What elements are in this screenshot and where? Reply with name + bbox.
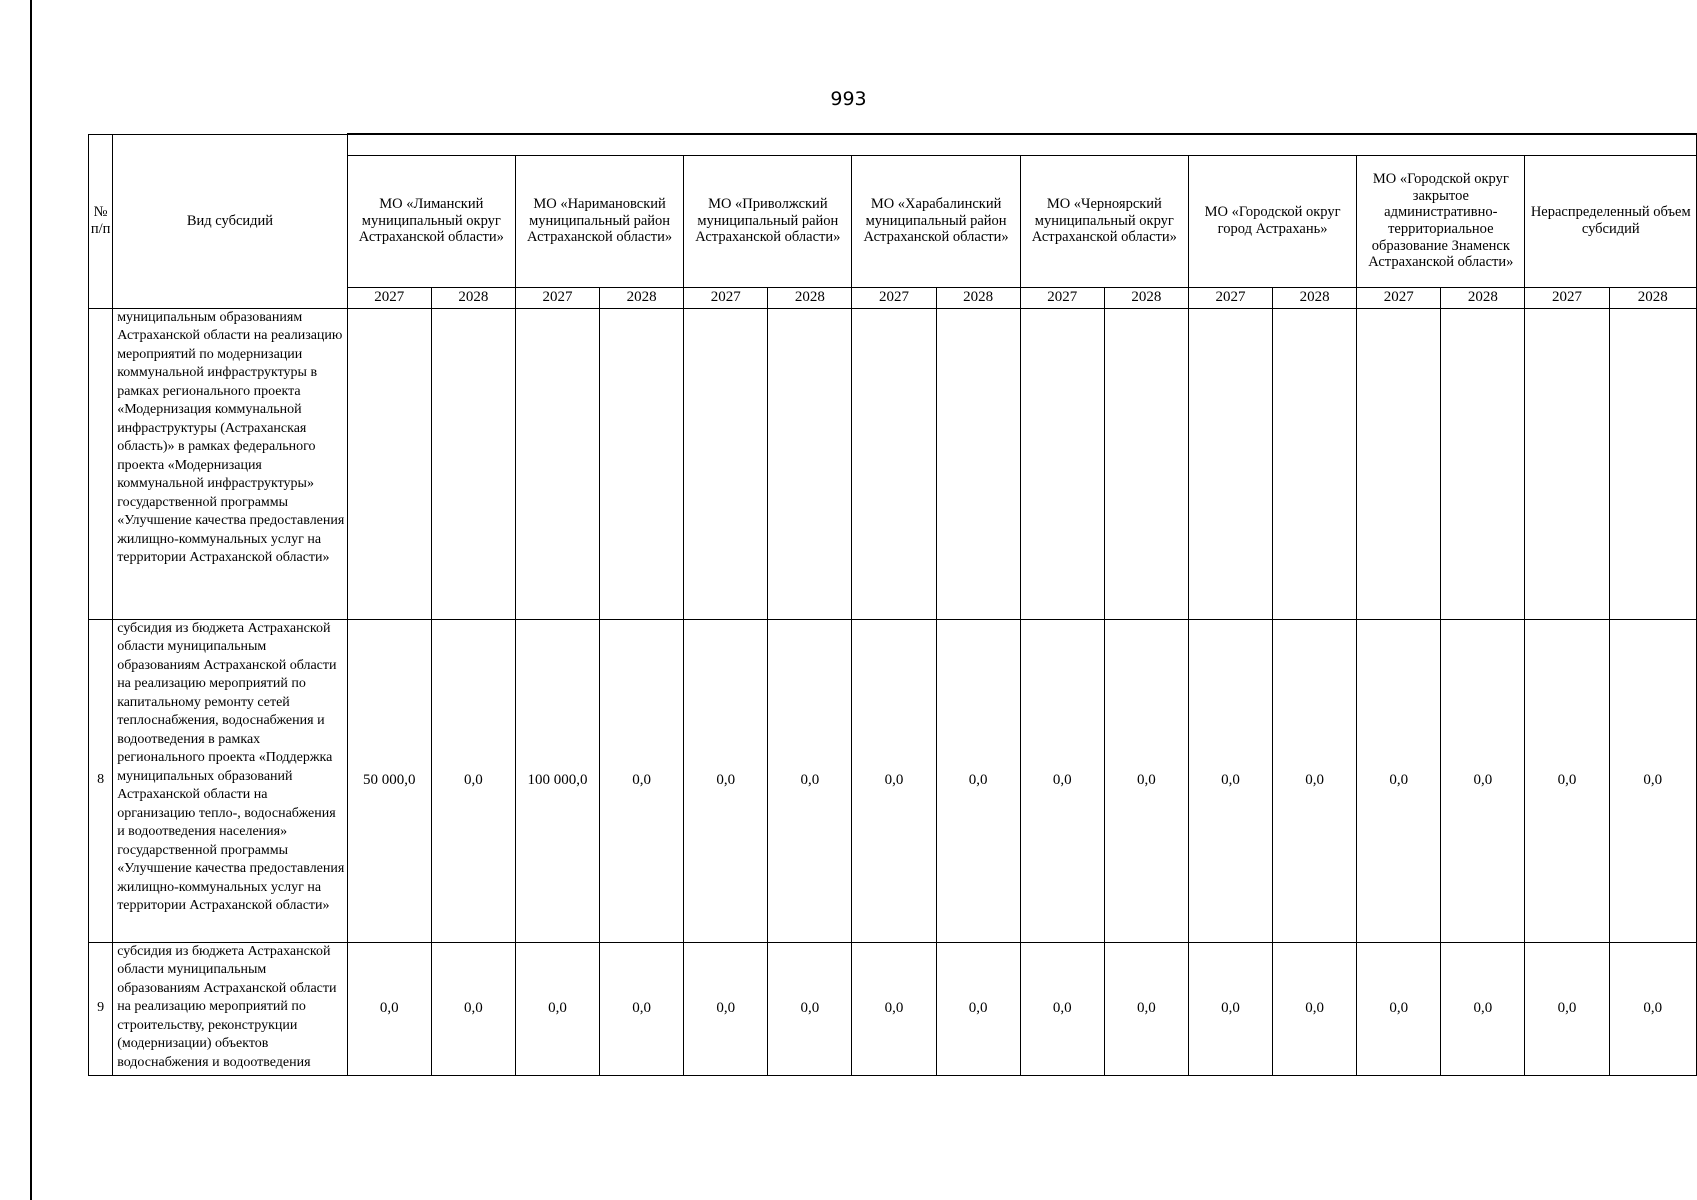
year-header: 2027 bbox=[1357, 287, 1441, 308]
table-row bbox=[89, 619, 1697, 942]
year-header: 2028 bbox=[600, 287, 684, 308]
year-header: 2028 bbox=[1441, 287, 1525, 308]
value-cell: 0,0 bbox=[1188, 942, 1272, 1075]
value-cell: 0,0 bbox=[1525, 619, 1609, 942]
municipality-header: МО «Черноярский муниципальный округ Астраханской области» bbox=[1020, 155, 1188, 287]
municipality-header: МО «Наримановский муниципальный район Астраханской области» bbox=[515, 155, 683, 287]
value-cell bbox=[1525, 308, 1609, 619]
value-cell: 0,0 bbox=[1609, 619, 1696, 942]
value-cell: 0,0 bbox=[852, 942, 936, 1075]
value-cell: 0,0 bbox=[1104, 942, 1188, 1075]
value-cell: 0,0 bbox=[1273, 942, 1357, 1075]
column-header-subsidy-type: Вид субсидий bbox=[113, 134, 348, 308]
year-header: 2028 bbox=[1104, 287, 1188, 308]
value-cell: 0,0 bbox=[1188, 619, 1272, 942]
value-cell: 0,0 bbox=[347, 942, 431, 1075]
value-cell: 0,0 bbox=[768, 619, 852, 942]
value-cell: 0,0 bbox=[1020, 942, 1104, 1075]
value-cell: 0,0 bbox=[684, 619, 768, 942]
value-cell bbox=[684, 308, 768, 619]
year-header: 2027 bbox=[1525, 287, 1609, 308]
subsidy-description: субсидия из бюджета Астраханской области муниципальным образованиям Астраханской области на реализацию мероприятий по строительству, реконструкции (модернизации) объектов водоснабжения и водоотведения bbox=[113, 942, 348, 1075]
value-cell: 0,0 bbox=[1104, 619, 1188, 942]
subsidy-description: муниципальным образованиям Астраханской области на реализацию мероприятий по модернизации коммунальной инфраструктуры в рамках регионального проекта «Модернизация коммунальной инфраструктуры (Астраханская область)» в рамках федерального проекта «Модернизация коммунальной инфраструктуры» государственной программы «Улучшение качества предоставления жилищно-коммунальных услуг на территории Астраханской области» bbox=[113, 308, 348, 619]
value-cell: 0,0 bbox=[515, 942, 599, 1075]
value-cell: 100 000,0 bbox=[515, 619, 599, 942]
year-header: 2028 bbox=[936, 287, 1020, 308]
row-number: 8 bbox=[89, 619, 113, 942]
value-cell bbox=[1020, 308, 1104, 619]
value-cell: 0,0 bbox=[1020, 619, 1104, 942]
value-cell: 0,0 bbox=[684, 942, 768, 1075]
table-row bbox=[89, 308, 1697, 619]
year-header: 2027 bbox=[852, 287, 936, 308]
column-header-number: № п/п bbox=[89, 134, 113, 308]
value-cell: 0,0 bbox=[1273, 619, 1357, 942]
value-cell bbox=[852, 308, 936, 619]
value-cell: 50 000,0 bbox=[347, 619, 431, 942]
value-cell bbox=[1357, 308, 1441, 619]
value-cell bbox=[1609, 308, 1696, 619]
subsidy-table bbox=[88, 133, 1697, 1076]
value-cell: 0,0 bbox=[1609, 942, 1696, 1075]
value-cell: 0,0 bbox=[431, 942, 515, 1075]
left-margin-rule bbox=[30, 0, 32, 1200]
value-cell bbox=[600, 308, 684, 619]
value-cell bbox=[768, 308, 852, 619]
municipality-header: МО «Приволжский муниципальный район Астраханской области» bbox=[684, 155, 852, 287]
value-cell bbox=[515, 308, 599, 619]
year-header: 2027 bbox=[1188, 287, 1272, 308]
value-cell: 0,0 bbox=[1357, 942, 1441, 1075]
value-cell: 0,0 bbox=[936, 619, 1020, 942]
row-number bbox=[89, 308, 113, 619]
value-cell bbox=[1188, 308, 1272, 619]
year-header: 2028 bbox=[768, 287, 852, 308]
value-cell: 0,0 bbox=[1441, 942, 1525, 1075]
table-row bbox=[89, 942, 1697, 1075]
row-number: 9 bbox=[89, 942, 113, 1075]
value-cell: 0,0 bbox=[600, 942, 684, 1075]
value-cell: 0,0 bbox=[768, 942, 852, 1075]
municipality-header: МО «Харабалинский муниципальный район Астраханской области» bbox=[852, 155, 1020, 287]
value-cell bbox=[1273, 308, 1357, 619]
municipality-header: МО «Городской округ закрытое административно-территориальное образование Знаменск Астраханской области» bbox=[1357, 155, 1525, 287]
table-body bbox=[89, 308, 1697, 1075]
year-header: 2027 bbox=[684, 287, 768, 308]
value-cell: 0,0 bbox=[1525, 942, 1609, 1075]
municipality-header: Нераспределенный объем субсидий bbox=[1525, 155, 1697, 287]
value-cell: 0,0 bbox=[1357, 619, 1441, 942]
year-header: 2028 bbox=[431, 287, 515, 308]
year-header: 2027 bbox=[347, 287, 431, 308]
subsidy-description: субсидия из бюджета Астраханской области муниципальным образованиям Астраханской области на реализацию мероприятий по капитальному ремонту сетей теплоснабжения, водоснабжения и водоотведения в рамках регионального проекта «Поддержка муниципальных образований Астраханской области на организацию тепло-, водоснабжения и водоотведения населения» государственной программы «Улучшение качества предоставления жилищно-коммунальных услуг на территории Астраханской области» bbox=[113, 619, 348, 942]
municipality-header: МО «Городской округ город Астрахань» bbox=[1188, 155, 1356, 287]
value-cell bbox=[1104, 308, 1188, 619]
value-cell: 0,0 bbox=[1441, 619, 1525, 942]
year-header: 2027 bbox=[515, 287, 599, 308]
value-cell: 0,0 bbox=[936, 942, 1020, 1075]
value-cell: 0,0 bbox=[431, 619, 515, 942]
year-header: 2028 bbox=[1609, 287, 1696, 308]
value-cell: 0,0 bbox=[600, 619, 684, 942]
value-cell bbox=[347, 308, 431, 619]
value-cell bbox=[1441, 308, 1525, 619]
municipality-header: МО «Лиманский муниципальный округ Астраханской области» bbox=[347, 155, 515, 287]
page-number: 993 bbox=[830, 88, 867, 110]
value-cell: 0,0 bbox=[852, 619, 936, 942]
year-header: 2027 bbox=[1020, 287, 1104, 308]
header-top-band bbox=[89, 134, 1697, 155]
value-cell bbox=[936, 308, 1020, 619]
year-header: 2028 bbox=[1273, 287, 1357, 308]
value-cell bbox=[431, 308, 515, 619]
header-spacer bbox=[347, 134, 1696, 155]
